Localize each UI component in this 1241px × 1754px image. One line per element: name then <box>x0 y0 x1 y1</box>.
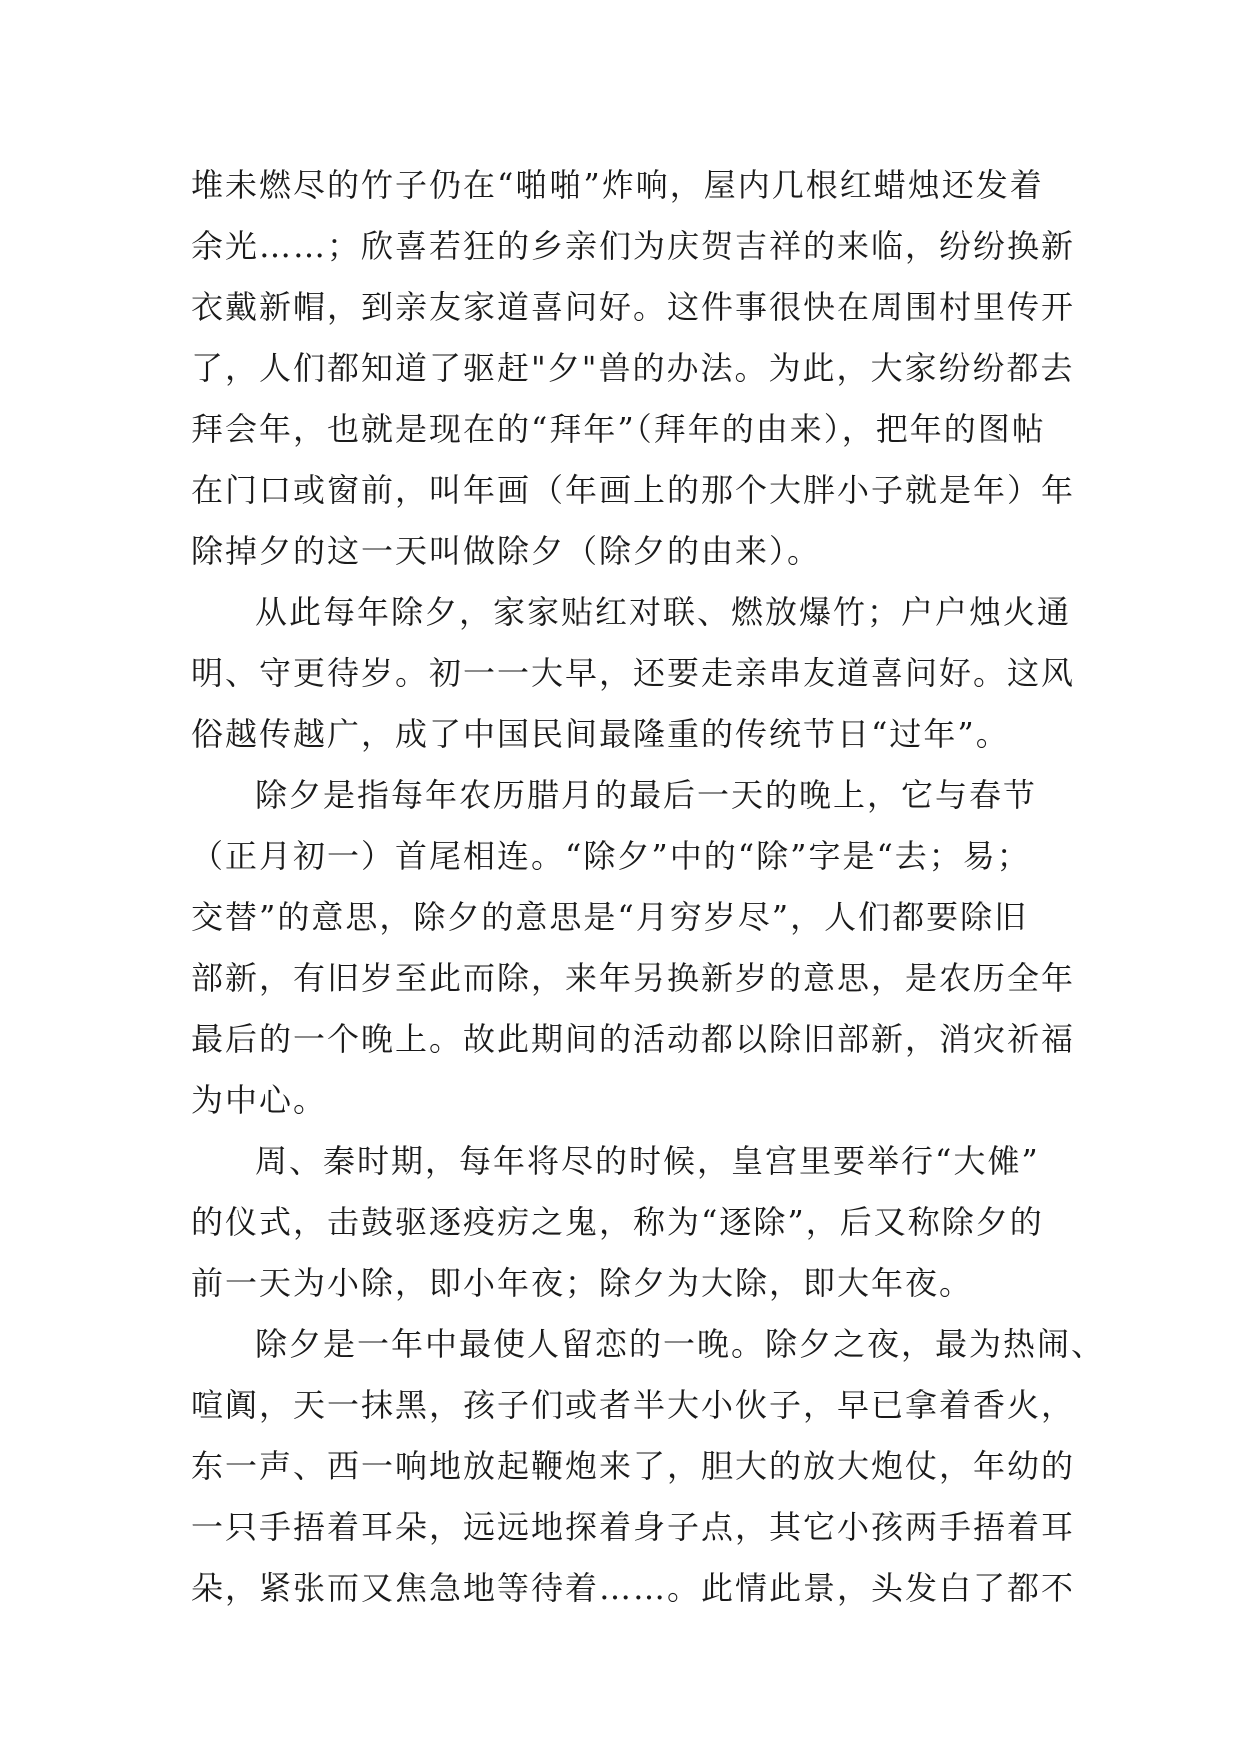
paragraph-first-line: 除夕是指每年农历腊月的最后一天的晚上，它与春节 <box>255 776 1038 814</box>
text-line: 前一天为小除，即小年夜；除夕为大除，即大年夜。 <box>191 1264 974 1302</box>
text-line: 朵，紧张而又焦急地等待着……。此情此景，头发白了都不 <box>191 1569 1076 1607</box>
text-line: 为中心。 <box>191 1081 328 1119</box>
text-line: 俗越传越广，成了中国民间最隆重的传统节日“过年”。 <box>191 715 1010 753</box>
text-line: 一只手捂着耳朵，远远地探着身子点，其它小孩两手捂着耳 <box>191 1508 1076 1546</box>
paragraph-first-line: 从此每年除夕，家家贴红对联、燃放爆竹；户户烛火通 <box>255 593 1072 631</box>
text-line: 喧阗，天一抹黑，孩子们或者半大小伙子，早已拿着香火， <box>191 1386 1076 1424</box>
text-line: 除掉夕的这一天叫做除夕（除夕的由来）。 <box>191 532 822 570</box>
body-text <box>191 155 1106 1619</box>
text-line: 拜会年，也就是现在的“拜年”（拜年的由来），把年的图帖 <box>191 410 1046 448</box>
text-line: 堆未燃尽的竹子仍在“啪啪”炸响，屋内几根红蜡烛还发着 <box>191 166 1044 204</box>
text-line: 部新，有旧岁至此而除，来年另换新岁的意思，是农历全年 <box>191 959 1076 997</box>
text-line: 衣戴新帽，到亲友家道喜问好。这件事很快在周围村里传开 <box>191 288 1076 326</box>
text-line: 在门口或窗前，叫年画（年画上的那个大胖小子就是年）年 <box>191 471 1076 509</box>
text-line: （正月初一）首尾相连。“除夕”中的“除”字是“去；易； <box>191 837 1031 875</box>
text-line: 交替”的意思，除夕的意思是“月穷岁尽”，人们都要除旧 <box>191 898 1029 936</box>
paragraph-first-line: 除夕是一年中最使人留恋的一晚。除夕之夜，最为热闹、 <box>255 1325 1106 1363</box>
text-line: 最后的一个晚上。故此期间的活动都以除旧部新，消灾祈福 <box>191 1020 1076 1058</box>
paragraph-first-line: 周、秦时期，每年将尽的时候，皇宫里要举行“大傩” <box>255 1142 1040 1180</box>
text-line: 了，人们都知道了驱赶"夕"兽的办法。为此，大家纷纷都去 <box>191 349 1075 387</box>
text-line: 东一声、西一响地放起鞭炮来了，胆大的放大炮仗，年幼的 <box>191 1447 1076 1485</box>
text-line: 明、守更待岁。初一一大早，还要走亲串友道喜问好。这风 <box>191 654 1076 692</box>
text-line: 余光……；欣喜若狂的乡亲们为庆贺吉祥的来临，纷纷换新 <box>191 227 1076 265</box>
text-line: 的仪式，击鼓驱逐疫疠之鬼，称为“逐除”，后又称除夕的 <box>191 1203 1044 1241</box>
